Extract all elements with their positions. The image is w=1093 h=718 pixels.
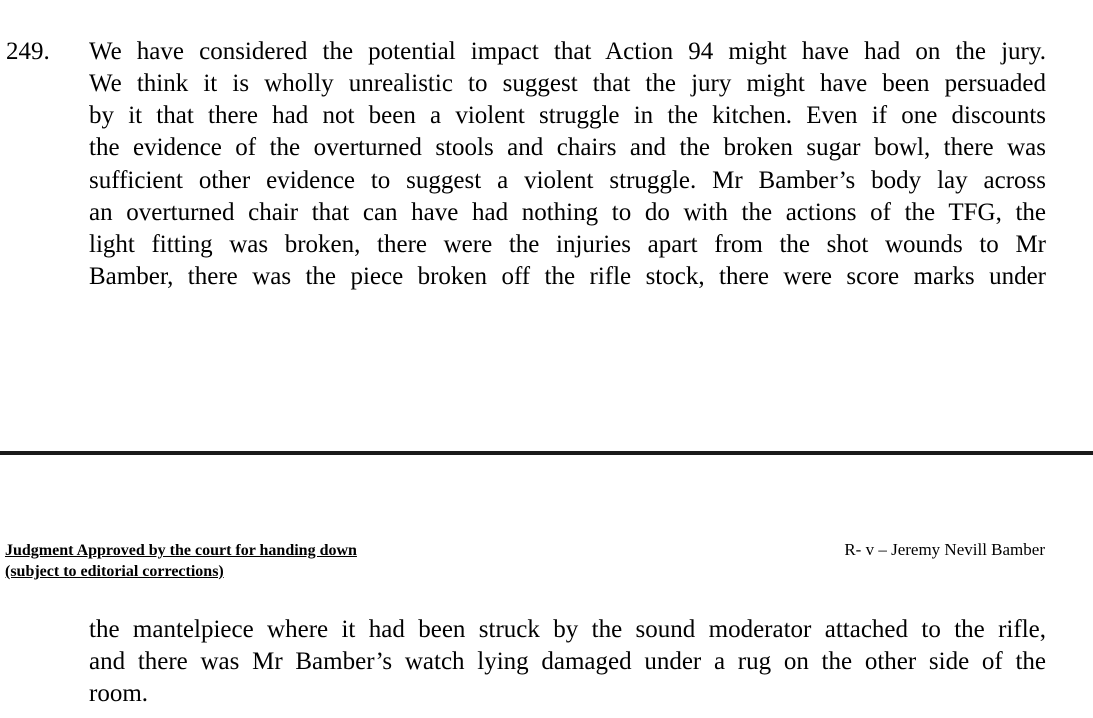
paragraph-line: an overturned chair that can have had nothing to do with the actions of the TFG, the (89, 199, 1046, 226)
judgment-approved-label: Judgment Approved by the court for handing down (5, 542, 357, 559)
paragraph-line: We think it is wholly unrealistic to suggest that the jury might have been persuaded (89, 70, 1046, 97)
paragraph-line: room. (89, 680, 149, 707)
judgment-header-left (5, 540, 357, 582)
paragraph-line: sufficient other evidence to suggest a violent struggle. Mr Bamber’s body lay across (89, 167, 1046, 194)
page-break-rule (0, 451, 1093, 455)
paragraph-number: 249. (6, 38, 50, 65)
paragraph-line: light fitting was broken, there were the injuries apart from the shot wounds to Mr (89, 231, 1046, 258)
paragraph-line: the evidence of the overturned stools and chairs and the broken sugar bowl, there was (89, 134, 1046, 161)
paragraph-line: We have considered the potential impact that Action 94 might have had on the jury. (89, 38, 1046, 65)
paragraph-line: Bamber, there was the piece broken off the rifle stock, there were score marks under (89, 263, 1046, 290)
case-title: R- v – Jeremy Nevill Bamber (844, 540, 1045, 559)
paragraph-line: and there was Mr Bamber’s watch lying damaged under a rug on the other side of the (89, 648, 1046, 675)
paragraph-line: the mantelpiece where it had been struck by the sound moderator attached to the rifle, (89, 616, 1046, 643)
editorial-corrections-label: (subject to editorial corrections) (5, 563, 224, 580)
paragraph-line: by it that there had not been a violent struggle in the kitchen. Even if one discounts (89, 102, 1046, 129)
